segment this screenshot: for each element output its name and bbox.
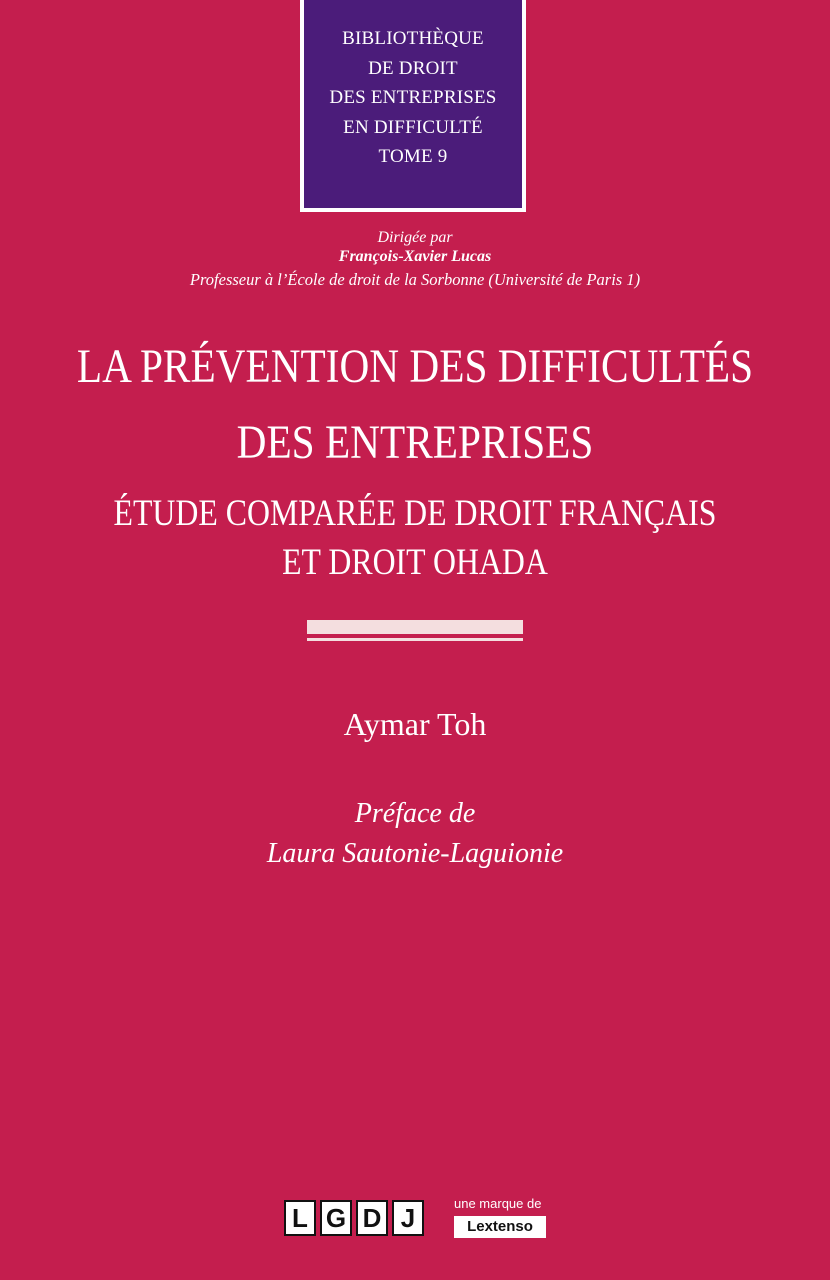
decorative-rule-thin: [307, 638, 523, 641]
book-title-line-2: DES ENTREPRISES: [236, 416, 594, 469]
series-line: DE DROIT: [368, 57, 458, 79]
lgdj-letter: G: [320, 1200, 352, 1236]
brand-tagline: une marque de: [454, 1196, 542, 1211]
series-box: [300, 0, 526, 212]
book-title-line-1: LA PRÉVENTION DES DIFFICULTÉS: [76, 340, 754, 393]
preface-author: Laura Sautonie-Laguionie: [266, 838, 564, 869]
lgdj-letter: D: [356, 1200, 388, 1236]
lgdj-letter: J: [392, 1200, 424, 1236]
series-box-inner: [304, 0, 522, 208]
lgdj-logo: [284, 1200, 428, 1236]
series-line: BIBLIOTHÈQUE: [342, 28, 484, 49]
director-name: François-Xavier Lucas: [338, 248, 492, 265]
author-name: Aymar Toh: [343, 706, 487, 742]
series-line: DES ENTREPRISES: [329, 87, 497, 108]
series-line: EN DIFFICULTÉ: [343, 116, 483, 138]
book-subtitle-line-1: ÉTUDE COMPARÉE DE DROIT FRANÇAIS: [113, 493, 717, 534]
decorative-rule-thick: [307, 620, 523, 634]
preface-label: Préface de: [354, 798, 476, 829]
series-volume: TOME 9: [378, 146, 448, 167]
book-subtitle-line-2: ET DROIT OHADA: [282, 542, 548, 583]
lgdj-letter: L: [284, 1200, 316, 1236]
publisher-logo: [284, 1196, 554, 1242]
direction-label: Dirigée par: [377, 229, 453, 246]
brand-name: Lextenso: [454, 1216, 546, 1238]
lextenso-brand: [454, 1196, 552, 1238]
director-title: Professeur à l’École de droit de la Sorbonne (Université de Paris 1): [189, 270, 641, 289]
